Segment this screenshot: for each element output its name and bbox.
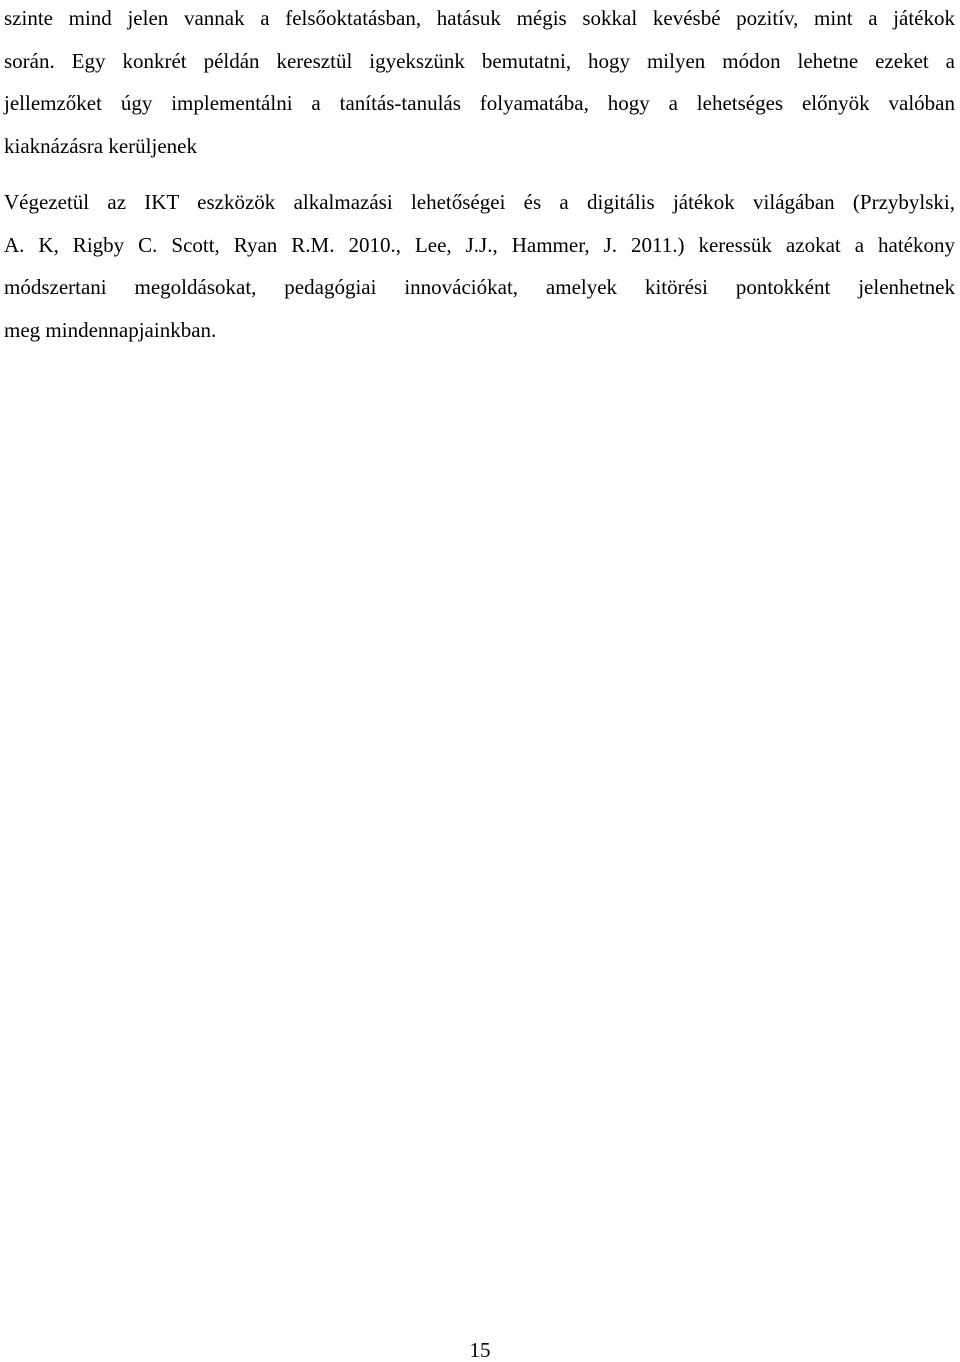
paragraph-line: Végezetül az IKT eszközök alkalmazási lehetőségei és a digitális játékok világában (Przybylski, (4, 190, 955, 214)
paragraph-line: során. Egy konkrét példán keresztül igyekszünk bemutatni, hogy milyen módon lehetne ezeket a (4, 48, 955, 73)
paragraph-2 (4, 181, 955, 351)
paragraph-line: meg mindennapjainkban. (4, 317, 217, 342)
paragraph-line: kiaknázásra kerüljenek (4, 133, 197, 158)
paragraph-line: módszertani megoldásokat, pedagógiai innovációkat, amelyek kitörési pontokként jelenhetnek (4, 275, 955, 299)
paragraph-line: jellemzőket úgy implementálni a tanítás-tanulás folyamatába, hogy a lehetséges előnyök valóban (4, 91, 955, 115)
paragraph-1 (4, 0, 955, 167)
page-number: 15 (469, 1338, 491, 1362)
paragraph-line: A. K, Rigby C. Scott, Ryan R.M. 2010., Lee, J.J., Hammer, J. 2011.) keressük azokat a hatékony (4, 232, 955, 257)
paragraph-line: szinte mind jelen vannak a felsőoktatásban, hatásuk mégis sokkal kevésbé pozitív, mint a játékok (4, 6, 955, 30)
